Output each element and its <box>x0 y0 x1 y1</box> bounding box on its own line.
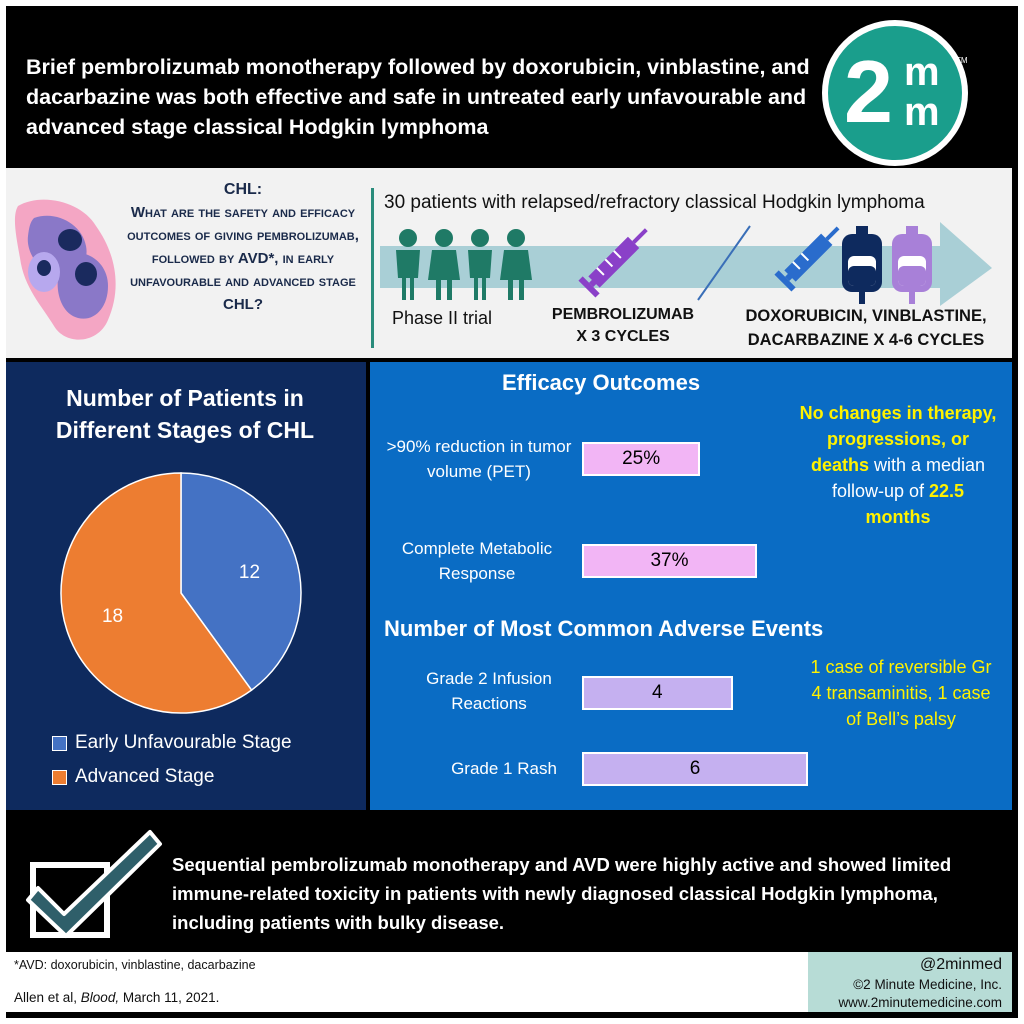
pie-legend <box>52 726 292 794</box>
legend-label-early: Early Unfavourable Stage <box>75 732 292 753</box>
avd-line2: DACARBAZINE X 4-6 CYCLES <box>747 331 985 349</box>
pie-label-advanced: 18 <box>101 606 124 628</box>
citation-authors: Allen et al, <box>14 990 81 1005</box>
cells-icon <box>12 188 124 348</box>
social-handle[interactable]: @2minmed <box>919 956 1002 973</box>
efficacy-label-complete-response: Complete Metabolic Response <box>401 539 553 583</box>
efficacy-bar-complete-response <box>582 544 757 578</box>
pembrolizumab-line1: PEMBROLIZUMAB <box>551 306 695 323</box>
efficacy-note-bold: No changes in therapy, progressions, or deaths <box>799 403 997 475</box>
logo-letter-bottom: m <box>904 90 940 134</box>
website-link[interactable]: www.2minutemedicine.com <box>838 995 1002 1010</box>
avd-label <box>726 304 1006 352</box>
efficacy-note-duration: 22.5 months <box>865 481 965 527</box>
efficacy-label-tumor-reduction: >90% reduction in tumor volume (PET) <box>386 437 572 481</box>
efficacy-title: Efficacy Outcomes <box>502 370 701 395</box>
footnote: *AVD: doxorubicin, vinblastine, dacarbazine <box>14 958 256 972</box>
header-title: Brief pembrolizumab monotherapy followed by doxorubicin, vinblastine, and dacarbazine was both effective and safe in untreated early unfavourable and advanced stage classical Hodgkin lymphoma <box>26 55 810 139</box>
citation-journal: Blood, <box>80 990 120 1005</box>
avd-line1: DOXORUBICIN, VINBLASTINE, <box>745 307 987 325</box>
logo-circle <box>828 26 962 160</box>
efficacy-value-tumor-reduction: 25% <box>622 448 661 469</box>
copyright: ©2 Minute Medicine, Inc. <box>853 977 1002 992</box>
legend-swatch-early <box>52 736 67 751</box>
question-body: What are the safety and efficacy outcomes of giving pembrolizumab, followed by AVD*, in early unfavourable and advanced stage CHL? <box>127 204 359 313</box>
vertical-divider <box>371 188 374 348</box>
pie-chart-title: Number of Patients in Different Stages of CHL <box>55 385 315 443</box>
adverse-bar-rash <box>582 752 808 786</box>
treatment-arrow <box>380 220 996 310</box>
citation <box>14 990 219 1005</box>
conclusion-text: Sequential pembrolizumab monotherapy and AVD were highly active and showed limited immune-related toxicity in patients with newly diagnosed classical Hodgkin lymphoma, including patients with bulky disease. <box>172 854 952 933</box>
adverse-events-title: Number of Most Common Adverse Events <box>384 616 824 641</box>
brand-box <box>808 952 1012 1012</box>
efficacy-bar-tumor-reduction <box>582 442 700 476</box>
iv-bag-icon <box>892 226 932 304</box>
efficacy-note-text: with a median follow-up of <box>831 455 986 501</box>
pie-label-early: 12 <box>238 561 261 583</box>
legend-item-advanced <box>52 760 292 794</box>
iv-bag-icon <box>842 226 882 304</box>
logo-digit: 2 <box>844 42 893 141</box>
efficacy-value-complete-response: 37% <box>650 550 689 571</box>
pembrolizumab-label <box>538 304 708 348</box>
legend-swatch-advanced <box>52 770 67 785</box>
adverse-label-infusion: Grade 2 Infusion Reactions <box>426 669 552 713</box>
adverse-bar-infusion <box>582 676 733 710</box>
legend-item-early <box>52 726 292 760</box>
efficacy-note <box>798 400 998 530</box>
citation-date: March 11, 2021. <box>119 990 220 1005</box>
checkmark-icon <box>24 826 164 946</box>
logo-2m[interactable] <box>822 20 968 166</box>
pembrolizumab-line2: X 3 CYCLES <box>576 328 670 345</box>
logo-letter-top: m <box>904 50 940 94</box>
adverse-value-rash: 6 <box>689 758 701 779</box>
research-question <box>112 178 374 316</box>
adverse-label-rash: Grade 1 Rash <box>451 759 557 778</box>
adverse-value-infusion: 4 <box>652 682 663 703</box>
pie-chart <box>58 470 304 716</box>
question-title: CHL: <box>223 181 263 198</box>
legend-label-advanced: Advanced Stage <box>75 766 215 787</box>
phase-label: Phase II trial <box>392 308 493 328</box>
adverse-note: 1 case of reversible Gr 4 transaminitis, 1 case of Bell’s palsy <box>810 657 992 729</box>
study-population: 30 patients with relapsed/refractory classical Hodgkin lymphoma <box>384 192 925 213</box>
logo-trademark: TM <box>956 56 968 65</box>
